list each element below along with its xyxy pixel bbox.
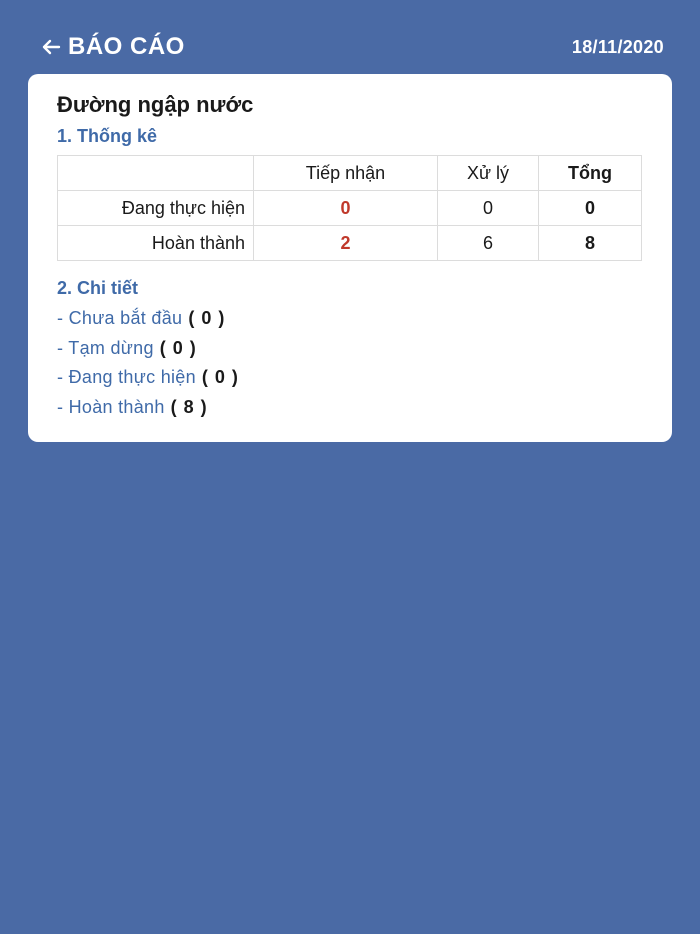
detail-item-label: - Đang thực hiện bbox=[57, 367, 196, 387]
detail-item-not-started[interactable] bbox=[57, 304, 239, 334]
received-cell: 0 bbox=[254, 191, 438, 226]
total-cell: 8 bbox=[539, 226, 642, 261]
detail-item-count: ( 0 ) bbox=[159, 337, 197, 358]
table-row bbox=[58, 191, 642, 226]
report-date: 18/11/2020 bbox=[571, 37, 664, 57]
detail-item-count: ( 0 ) bbox=[188, 308, 226, 328]
detail-item-label: - Chưa bắt đầu bbox=[57, 308, 183, 328]
details-section-title: 2. Chi tiết bbox=[57, 278, 139, 298]
column-header-empty bbox=[58, 156, 254, 191]
detail-item-count: ( 8 ) bbox=[170, 396, 208, 417]
detail-item-label: - Tạm dừng bbox=[57, 337, 154, 358]
table-row bbox=[58, 226, 642, 261]
card-title: Đường ngập nước bbox=[57, 92, 254, 117]
table-header-row bbox=[58, 156, 642, 191]
row-label: Hoàn thành bbox=[58, 226, 254, 261]
detail-item-completed[interactable] bbox=[57, 393, 239, 423]
details-list bbox=[57, 304, 239, 422]
report-card bbox=[28, 74, 672, 442]
detail-item-paused[interactable] bbox=[57, 334, 239, 364]
column-header-total: Tổng bbox=[539, 156, 642, 191]
detail-item-in-progress[interactable] bbox=[57, 363, 239, 393]
arrow-left-icon bbox=[40, 36, 62, 58]
processed-cell: 0 bbox=[438, 191, 539, 226]
processed-cell: 6 bbox=[438, 226, 539, 261]
stats-table bbox=[57, 155, 642, 261]
received-cell: 2 bbox=[254, 226, 438, 261]
back-button[interactable] bbox=[40, 33, 185, 61]
detail-item-label: - Hoàn thành bbox=[57, 396, 165, 417]
detail-item-count: ( 0 ) bbox=[201, 367, 239, 387]
column-header-processed: Xử lý bbox=[438, 156, 539, 191]
total-cell: 0 bbox=[539, 191, 642, 226]
page-title: BÁO CÁO bbox=[68, 33, 185, 60]
stats-section-title: 1. Thống kê bbox=[57, 126, 158, 146]
column-header-received: Tiếp nhận bbox=[254, 156, 438, 191]
app-header bbox=[0, 0, 700, 74]
row-label: Đang thực hiện bbox=[58, 191, 254, 226]
